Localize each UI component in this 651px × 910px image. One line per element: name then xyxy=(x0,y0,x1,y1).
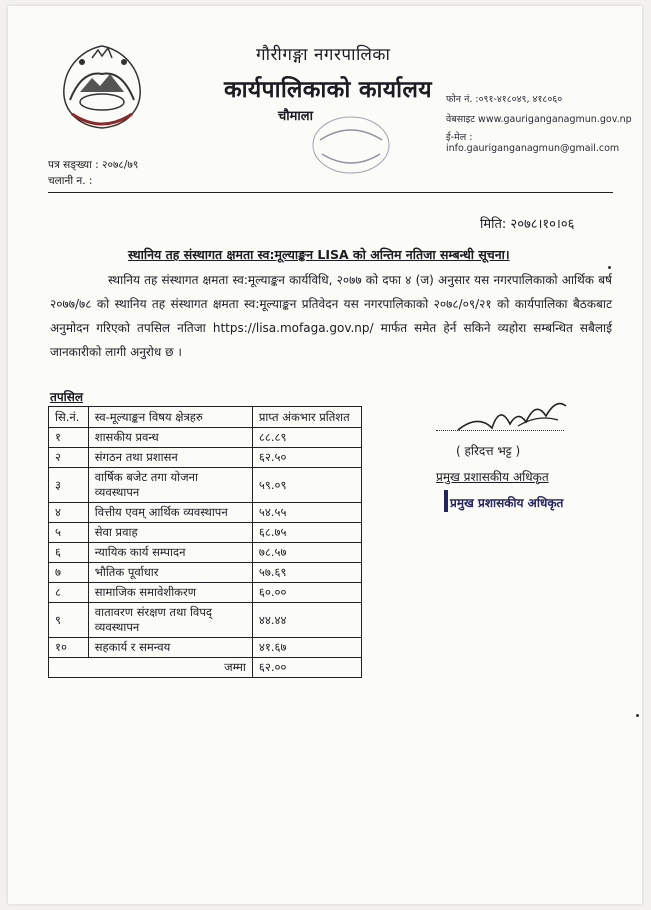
row-score: ६०.०० xyxy=(252,583,361,603)
table-row xyxy=(49,503,362,523)
row-area: भौतिक पूर्वाधार xyxy=(88,563,252,583)
stamp-bracket xyxy=(444,490,448,512)
row-area: वातावरण संरक्षण तथा विपद् व्यवस्थापन xyxy=(88,603,252,638)
office-place: चौमाला xyxy=(278,109,313,124)
table-row xyxy=(49,563,362,583)
table-row xyxy=(49,468,362,503)
row-serial: ४ xyxy=(49,503,89,523)
lisa-score-table xyxy=(48,406,362,678)
row-area: वार्षिक बजेट तगा योजना व्यवस्थापन xyxy=(88,468,252,503)
row-serial: १० xyxy=(49,638,89,658)
row-serial: ७ xyxy=(49,563,89,583)
signatory-name: ( हरिदत्त भट्ट ) xyxy=(456,444,521,458)
header-serial: सि.नं. xyxy=(49,407,89,428)
header-score: प्राप्त अंकभार प्रतिशत xyxy=(252,407,361,428)
row-serial: ३ xyxy=(49,468,89,503)
contact-email[interactable]: ई-मेल : info.gauriganganagmun@gmail.com xyxy=(446,132,620,154)
signatory-title: प्रमुख प्रशासकीय अधिकृत xyxy=(436,470,549,484)
office-stamp-icon xyxy=(308,110,394,180)
row-score: ८८.८९ xyxy=(252,428,361,448)
table-row xyxy=(49,523,362,543)
row-score: ६२.५० xyxy=(252,448,361,468)
nepal-emblem-icon xyxy=(52,40,152,132)
row-area: सहकार्य र समन्वय xyxy=(88,638,252,658)
row-area: सामाजिक समावेशीकरण xyxy=(88,583,252,603)
paper-speck xyxy=(608,266,611,269)
row-area: शासकीय प्रवन्ध xyxy=(88,428,252,448)
row-serial: १ xyxy=(49,428,89,448)
signature-line xyxy=(436,430,564,431)
total-label: जम्मा xyxy=(49,658,253,678)
row-serial: ८ xyxy=(49,583,89,603)
municipality-name: गौरीगङ्गा नगरपालिका xyxy=(256,45,391,65)
row-score: ५४.५५ xyxy=(252,503,361,523)
row-area: न्यायिक कार्य सम्पादन xyxy=(88,543,252,563)
row-serial: ५ xyxy=(49,523,89,543)
letter-subject: स्थानिय तह संस्थागत क्षमता स्व:मूल्याङ्कन LISA को अन्तिम नतिजा सम्बन्धी सूचना। xyxy=(128,247,510,262)
row-score: ५९.०९ xyxy=(252,468,361,503)
row-score: ६८.७५ xyxy=(252,523,361,543)
dispatch-number: चलानी न. : xyxy=(48,175,93,187)
row-serial: २ xyxy=(49,448,89,468)
handwritten-signature-icon xyxy=(448,394,578,438)
contact-phone: फोन नं. :०९१-४१८०४९, ४१८०६० xyxy=(446,94,563,105)
paper-speck xyxy=(636,714,639,717)
designation-stamp: प्रमुख प्रशासकीय अधिकृत xyxy=(450,496,564,510)
row-score: ४४.४४ xyxy=(252,603,361,638)
total-score: ६२.०० xyxy=(252,658,361,678)
table-total-row xyxy=(49,658,362,678)
reference-number: पत्र सङ्ख्या : २०७८/७९ xyxy=(48,159,139,171)
row-area: सेवा प्रवाह xyxy=(88,523,252,543)
row-score: ५७.६९ xyxy=(252,563,361,583)
header-divider xyxy=(48,192,613,193)
row-score: ४१.६७ xyxy=(252,638,361,658)
table-row xyxy=(49,638,362,658)
letter-date: मिति: २०७८।१०।०६ xyxy=(480,217,575,232)
table-header-row xyxy=(49,407,362,428)
row-area: वित्तीय एवम् आर्थिक व्यवस्थापन xyxy=(88,503,252,523)
contact-website[interactable]: वेबसाइट www.gauriganganagmun.gov.np xyxy=(446,114,632,125)
row-area: संगठन तथा प्रशासन xyxy=(88,448,252,468)
office-name: कार्यपालिकाको कार्यालय xyxy=(224,77,432,103)
letter-body: स्थानिय तह संस्थागत क्षमता स्व:मूल्याङ्कन कार्यविधि, २०७७ को दफा ४ (ज) अनुसार यस नगरपालिकाको आर्थिक बर्ष २०७७/७८ को स्थानिय तह संस्थागत क्षमता स्व:मूल्याङ्कन प्रतिवेदन यस नगरपालिकाको २०७८/०९/२१ को कार्यपालिका बैठकबाट अनुमोदन गरिएको तपसिल नतिजा https://lisa.mofaga.gov.np/ मार्फत समेत हेर्न सकिने व्यहोरा सम्बन्धित सबैलाई जानकारीको लागी अनुरोध छ । xyxy=(50,273,612,359)
table-row xyxy=(49,448,362,468)
table-row xyxy=(49,603,362,638)
header-area: स्व-मूल्याङ्कन विषय क्षेत्रहरु xyxy=(88,407,252,428)
row-serial: ६ xyxy=(49,543,89,563)
table-row xyxy=(49,543,362,563)
letter-page xyxy=(8,6,642,904)
table-row xyxy=(49,583,362,603)
row-serial: ९ xyxy=(49,603,89,638)
row-score: ७८.५७ xyxy=(252,543,361,563)
table-caption: तपसिल xyxy=(50,390,84,404)
table-row xyxy=(49,428,362,448)
